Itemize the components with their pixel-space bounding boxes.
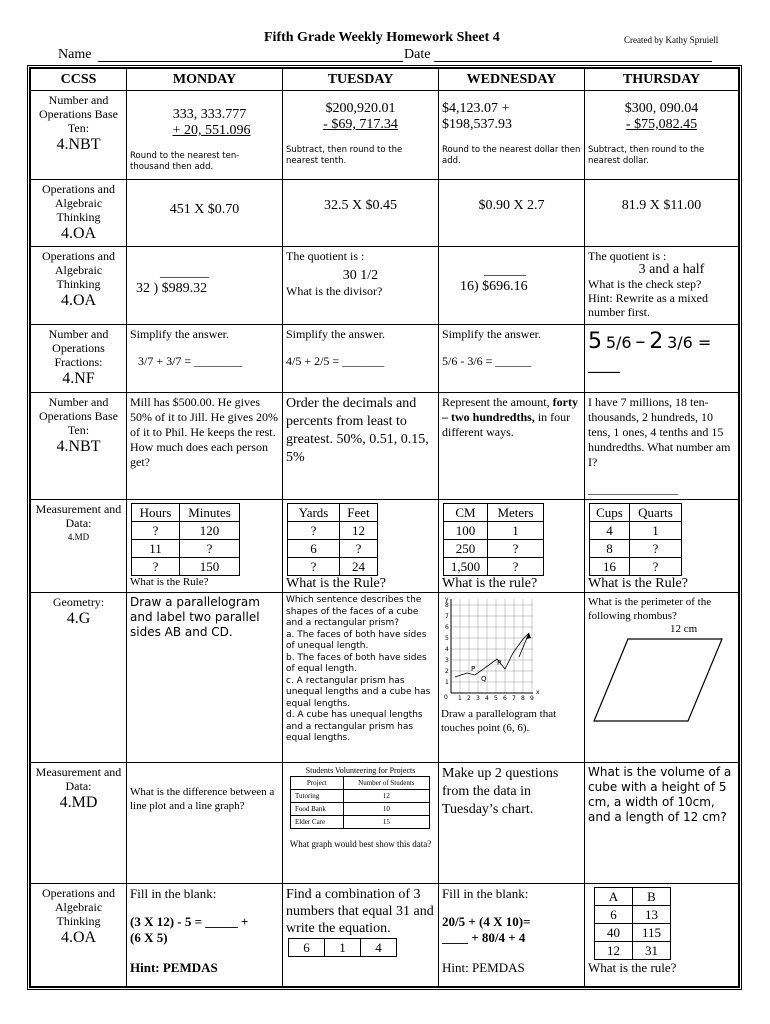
y-tick-label: 5 (445, 635, 449, 642)
x-tick-label: 5 (494, 695, 498, 702)
cell-tue[interactable]: Yards Feet ? 12 6 ? ? 24 What is the Rule? (283, 500, 439, 593)
grid-point-label: R (497, 659, 502, 667)
x-tick-label: 9 (530, 695, 534, 702)
x-axis-label: x (536, 689, 540, 696)
sheet-title: Fifth Grade Weekly Homework Sheet 4 (264, 30, 500, 45)
ccss-label: Operations and Algebraic Thinking 4.OA (31, 180, 127, 247)
cell-thu[interactable]: $300, 090.04 - $75,082.45 Subtract, then round to the nearest dollar. (585, 91, 739, 180)
function-table: Yards Feet ? 12 6 ? ? 24 (287, 503, 378, 576)
y-tick-label: 2 (445, 668, 449, 675)
x-tick-label: 4 (485, 695, 489, 702)
cell-wed[interactable]: Simplify the answer. 5/6 - 3/6 = ______ (439, 325, 585, 393)
data-table: Project Number of Students Tutoring 12 Food Bank 10 Elder Care 15 (290, 776, 430, 829)
cell-thu[interactable]: 81.9 X $11.00 (585, 180, 739, 247)
cell-tue[interactable]: Simplify the answer. 4/5 + 2/5 = _______ (283, 325, 439, 393)
date-line[interactable] (434, 61, 712, 62)
ccss-label: Measurement and Data: 4.MD (31, 763, 127, 884)
ccss-label: Measurement and Data: 4.MD (31, 500, 127, 593)
y-tick-label: 1 (445, 679, 449, 686)
cell-thu[interactable]: 5 5/6 – 2 3/6 = ____ (585, 325, 739, 393)
grid-point-label: P (471, 665, 476, 673)
number-boxes: 6 1 4 (288, 938, 397, 957)
cell-thu[interactable]: Cups Quarts 4 1 8 ? 16 ? What is the Rule? (585, 500, 739, 593)
cell-tue[interactable]: Order the decimals and percents from least to greatest. 50%, 0.51, 0.15, 5% (283, 393, 439, 500)
col-wednesday: WEDNESDAY (439, 69, 585, 91)
cell-wed[interactable]: CM Meters 100 1 250 ? 1,500 ? What is the rule? (439, 500, 585, 593)
ccss-label: Number and Operations Base Ten: 4.NBT (31, 393, 127, 500)
ccss-label: Number and Operations Base Ten: 4.NBT (31, 91, 127, 180)
x-tick-label: 2 (467, 695, 471, 702)
name-line[interactable] (98, 61, 403, 62)
date-label: Date (404, 47, 431, 62)
y-tick-label: 4 (445, 646, 449, 653)
x-tick-label: 7 (512, 695, 516, 702)
cell-wed[interactable]: P Q R 8 7 6 5 4 3 2 1 1 2 3 4 5 6 7 8 9 0 x y Draw a parallelogram that touches point (6, 6). (439, 593, 585, 763)
cell-mon[interactable]: _______ 32 ) $989.32 (127, 247, 283, 325)
cell-thu[interactable]: The quotient is : 3 and a half What is the check step? Hint: Rewrite as a mixed number first. (585, 247, 739, 325)
ccss-label: Geometry: 4.G (31, 593, 127, 763)
cell-mon[interactable]: 451 X $0.70 (127, 180, 283, 247)
cell-wed[interactable]: Make up 2 questions from the data in Tuesday’s chart. (439, 763, 585, 884)
cell-tue[interactable]: The quotient is : 30 1/2 What is the divisor? (283, 247, 439, 325)
y-tick-label: 7 (445, 613, 449, 620)
cell-mon[interactable]: Simplify the answer. 3/7 + 3/7 = ________ (127, 325, 283, 393)
cell-tue[interactable]: Students Volunteering for Projects Project Number of Students Tutoring 12 Food Bank 10 Elder Care 15 What graph would best show this data? (283, 763, 439, 884)
y-tick-label: 6 (445, 624, 449, 631)
row-nbt-2 (31, 393, 739, 500)
rhombus-diagram (588, 635, 728, 725)
row-nbt-1 (31, 91, 739, 180)
function-table: Hours Minutes ? 120 11 ? ? 150 (131, 503, 240, 576)
cell-wed[interactable]: Fill in the blank: 20/5 + (4 X 10)= ____ + 80/4 + 4 Hint: PEMDAS (439, 884, 585, 987)
header-row (31, 69, 739, 91)
row-oa-2 (31, 247, 739, 325)
cell-thu[interactable]: What is the volume of a cube with a height of 5 cm, a width of 10cm, and a length of 12 cm? (585, 763, 739, 884)
cell-wed[interactable]: Represent the amount, forty – two hundredths, in four different ways. (439, 393, 585, 500)
cell-wed[interactable]: ______ 16) $696.16 (439, 247, 585, 325)
x-tick-label: 8 (521, 695, 525, 702)
ccss-label: Operations and Algebraic Thinking 4.OA (31, 247, 127, 325)
cell-mon[interactable]: 333, 333.777 + 20, 551.096 Round to the nearest ten-thousand then add. (127, 91, 283, 180)
cell-wed[interactable]: $0.90 X 2.7 (439, 180, 585, 247)
col-tuesday: TUESDAY (283, 69, 439, 91)
credit-text: Created by Kathy Spruiell (624, 35, 719, 45)
x-tick-label: 1 (458, 695, 462, 702)
ccss-label: Operations and Algebraic Thinking 4.OA (31, 884, 127, 987)
x-tick-label: 3 (476, 695, 480, 702)
y-tick-label: 8 (445, 602, 449, 609)
cell-thu[interactable]: I have 7 millions, 18 ten-thousands, 2 hundreds, 10 tens, 1 ones, 4 tenths and 15 hundredths. What number am I? _______________ (585, 393, 739, 500)
cell-tue[interactable]: $200,920.01 - $69, 717.34 Subtract, then round to the nearest tenth. (283, 91, 439, 180)
cell-mon[interactable]: Fill in the blank: (3 X 12) - 5 = _____ + (6 X 5) Hint: PEMDAS (127, 884, 283, 987)
grid-origin-label: 0 (444, 694, 448, 701)
cell-tue[interactable]: 32.5 X $0.45 (283, 180, 439, 247)
row-nf (31, 325, 739, 393)
ccss-label: Number and Operations Fractions: 4.NF (31, 325, 127, 393)
row-geometry (31, 593, 739, 763)
coordinate-grid (441, 595, 581, 703)
row-md-2 (31, 763, 739, 884)
col-ccss: CCSS (31, 69, 127, 91)
cell-thu[interactable]: A B 6 13 40 115 12 31 What is the rule? (585, 884, 739, 987)
x-tick-label: 6 (503, 695, 507, 702)
cell-tue[interactable]: Find a combination of 3 numbers that equal 31 and write the equation. 6 1 4 (283, 884, 439, 987)
col-monday: MONDAY (127, 69, 283, 91)
grid-point-label: Q (481, 675, 487, 683)
homework-grid (27, 65, 742, 990)
function-table: CM Meters 100 1 250 ? 1,500 ? (443, 503, 544, 576)
cell-mon[interactable]: What is the difference between a line plot and a line graph? (127, 763, 283, 884)
function-table: A B 6 13 40 115 12 31 (594, 887, 671, 960)
cell-thu[interactable]: What is the perimeter of the following rhombus? 12 cm (585, 593, 739, 763)
y-axis-label: y (445, 596, 449, 603)
row-md-1 (31, 500, 739, 593)
cell-tue[interactable]: Which sentence describes the shapes of the faces of a cube and a rectangular prism? a. The faces of both have sides of unequal length. b. The faces of both have sides of equal length. c. A rectangular prism has unequal lengths and a cube has equal lengths. d. A cube has unequal lengths and a rectangular prism has equal lengths. (283, 593, 439, 763)
col-thursday: THURSDAY (585, 69, 739, 91)
name-label: Name (58, 47, 92, 62)
cell-mon[interactable]: Mill has $500.00. He gives 50% of it to Jill. He gives 20% of it to Phil. He keeps the rest. How much does each person get? (127, 393, 283, 500)
row-oa-1 (31, 180, 739, 247)
cell-mon[interactable]: Hours Minutes ? 120 11 ? ? 150 What is the Rule? (127, 500, 283, 593)
y-tick-label: 3 (445, 657, 449, 664)
row-oa-3 (31, 884, 739, 987)
cell-mon[interactable]: Draw a parallelogram and label two parallel sides AB and CD. (127, 593, 283, 763)
cell-wed[interactable]: $4,123.07 + $198,537.93 Round to the nearest dollar then add. (439, 91, 585, 180)
function-table: Cups Quarts 4 1 8 ? 16 ? (589, 503, 682, 576)
